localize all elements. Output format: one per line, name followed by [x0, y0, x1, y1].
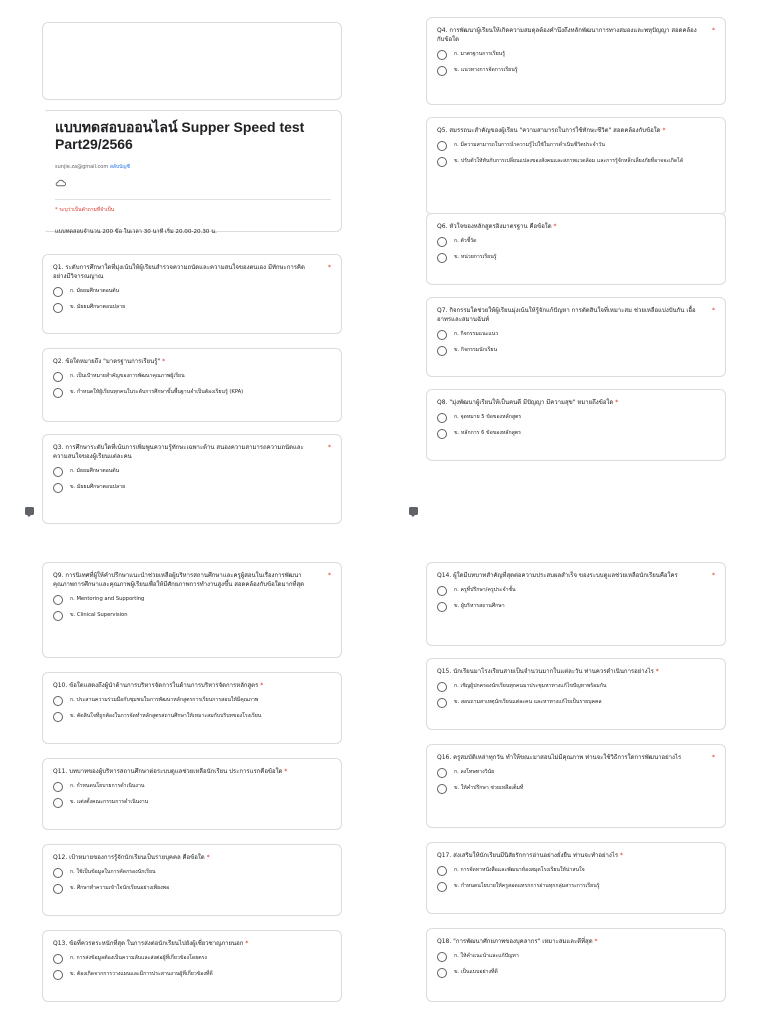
radio-button[interactable]: [437, 429, 447, 439]
cloud-save-icon: [55, 179, 66, 187]
question-title: Q7. กิจกรรมใดช่วยให้ผู้เรียนมุ่งเน้นให้รู้จักแก้ปัญหา การตัดสินใจที่เหมาะสม ช่วยเหลือแบ่งปันกัน เอื้ออาทรและสมานฉันท์ *: [437, 307, 715, 323]
option-label: ก. มัธยมศึกษาตอนต้น: [70, 468, 120, 474]
option-row[interactable]: [53, 468, 331, 477]
account-line: [55, 163, 331, 171]
radio-button[interactable]: [53, 611, 63, 621]
required-note: * ระบุว่าเป็นคำถามที่จำเป็น: [55, 199, 331, 214]
radio-button[interactable]: [53, 467, 63, 477]
radio-button[interactable]: [437, 768, 447, 778]
question-title: Q11. บทบาทของผู้บริหารสถานศึกษาต่อระบบดูแลช่วยเหลือนักเรียน ประการแรกคือข้อใด *: [53, 768, 288, 775]
option-row[interactable]: [53, 304, 331, 313]
option-row[interactable]: [437, 953, 715, 962]
option-row[interactable]: [53, 373, 331, 382]
question-card-q9: [42, 562, 342, 658]
radio-button[interactable]: [437, 784, 447, 794]
option-row[interactable]: [53, 484, 331, 493]
required-star: *: [162, 358, 166, 365]
option-label: ก. การส่งข้อมูลต้องเป็นความลับและส่งต่อผู้ที่เกี่ยวข้องโดยตรง: [70, 955, 207, 961]
radio-button[interactable]: [53, 712, 63, 722]
radio-button[interactable]: [53, 782, 63, 792]
option-label: ข. เป็นแบบอย่างที่ดี: [454, 969, 498, 975]
option-label: ข. กำหนดให้ผู้เรียนทุกคนในระดับการศึกษาขั้นพื้นฐานจำเป็นต้องเรียนรู้ (KPA): [70, 389, 244, 395]
option-row[interactable]: [53, 596, 331, 605]
required-star: *: [328, 572, 331, 579]
option-row[interactable]: [437, 785, 715, 794]
radio-button[interactable]: [53, 372, 63, 382]
question-title: Q12. เป้าหมายของการรู้จักนักเรียนเป็นรายบุคคล คือข้อใด *: [53, 854, 210, 861]
option-label: ก. การจัดหาหนังสือและพัฒนาห้องสมุดโรงเรียนให้น่าสนใจ: [454, 867, 585, 873]
question-title: Q16. ครูสมบัติเหล่าทุกวัน ทำให้ขณะมาสอนไม่มีคุณภาพ ท่านจะใช้วิธีการใดการพัฒนาอย่างไร *: [437, 754, 715, 761]
option-label: ก. ตัวชี้วัด: [454, 238, 477, 244]
radio-button[interactable]: [53, 287, 63, 297]
option-label: ข. ต้องเกิดจากการวางแผนและมีการประสานงานผู้ที่เกี่ยวข้องที่ดี: [70, 971, 213, 977]
option-label: ข. มัธยมศึกษาตอนปลาย: [70, 304, 126, 310]
question-title: Q1. ระดับการศึกษาใดที่มุ่งเน้นให้ผู้เรียนสำรวจความถนัดและความสนใจของตนเอง มีทักษะการคิดอย่างมีวิจารณญาณ *: [53, 264, 331, 280]
radio-button[interactable]: [53, 483, 63, 493]
radio-button[interactable]: [53, 884, 63, 894]
question-title: Q10. ข้อใดแสดงถึงผู้นำด้านการบริหารจัดการในด้านการบริหารจัดการหลักสูตร *: [53, 682, 264, 689]
option-row[interactable]: [53, 612, 331, 621]
feedback-icon[interactable]: [409, 507, 418, 515]
radio-button[interactable]: [53, 696, 63, 706]
option-row[interactable]: [53, 389, 331, 398]
option-label: ข. สอบถามสาเหตุนักเรียนแต่ละคน และหาทางแก้ไขเป็นรายบุคคล: [454, 699, 602, 705]
option-row[interactable]: [437, 414, 715, 423]
question-card-q7: [426, 297, 726, 377]
question-card-q4: [426, 17, 726, 105]
radio-button[interactable]: [437, 346, 447, 356]
option-label: ก. เชิญผู้ปกครองนักเรียนทุกคนมาประชุมหาทางแก้ไขปัญหาพร้อมกัน: [454, 683, 607, 689]
required-star: *: [260, 682, 264, 689]
radio-button[interactable]: [437, 968, 447, 978]
question-title: Q3. การศึกษาระดับใดที่เน้นการเพิ่มพูนความรู้ทักษะเฉพาะด้าน สนองความสามารถความถนัดและความสนใจของผู้เรียนแต่ละคน *: [53, 444, 331, 460]
question-card-q1: [42, 254, 342, 334]
option-row[interactable]: [437, 142, 715, 151]
option-label: ก. มัธยมศึกษาตอนต้น: [70, 288, 120, 294]
option-row[interactable]: [437, 331, 715, 340]
option-label: ข. ผู้บริหารสถานศึกษา: [454, 603, 505, 609]
radio-button[interactable]: [53, 303, 63, 313]
form-description: แบบทดสอบจำนวน 200 ข้อ ในเวลา 30 นาที เริ่ม 20.00-20.30 น.: [55, 229, 217, 235]
option-row[interactable]: [437, 769, 715, 778]
radio-button[interactable]: [437, 952, 447, 962]
question-card-q3: [42, 434, 342, 524]
form-header-card: [42, 110, 342, 235]
header-banner-card: [42, 22, 342, 100]
option-row[interactable]: [437, 699, 715, 708]
feedback-icon[interactable]: [25, 507, 34, 515]
required-star: *: [615, 399, 619, 406]
radio-button[interactable]: [437, 253, 447, 263]
option-row[interactable]: [437, 969, 715, 978]
radio-button[interactable]: [437, 157, 447, 167]
radio-button[interactable]: [437, 682, 447, 692]
radio-button[interactable]: [53, 798, 63, 808]
required-star: *: [245, 940, 249, 947]
option-label: ก. ประสานความร่วมมือกับชุมชนในการพัฒนาหลักสูตรการเรียนการสอนให้มีคุณภาพ: [70, 697, 259, 703]
question-title: Q18. "การพัฒนาศักยภาพของบุคลากร" เหมาะสมและดีที่สุด *: [437, 938, 598, 945]
question-card-q6: [426, 213, 726, 285]
option-label: ก. เป็นเป้าหมายสำคัญของการพัฒนาคุณภาพผู้เรียน: [70, 373, 185, 379]
question-title: Q8. "มุ่งพัฒนาผู้เรียนให้เป็นคนดี มีปัญญา มีความสุข" หมายถึงข้อใด *: [437, 399, 619, 406]
option-row[interactable]: [437, 158, 715, 167]
option-row[interactable]: [53, 869, 331, 878]
question-card-q15: [426, 658, 726, 730]
form-title: แบบทดสอบออนไลน์ Supper Speed test Part29/2566: [55, 119, 305, 152]
radio-button[interactable]: [437, 330, 447, 340]
option-row[interactable]: [437, 254, 715, 263]
option-label: ข. ศึกษาทำความเข้าใจนักเรียนอย่างเพียงพอ: [70, 885, 170, 891]
option-label: ก. จุดหมาย 5 ข้อของหลักสูตร: [454, 414, 522, 420]
radio-button[interactable]: [53, 954, 63, 964]
option-label: ก. มาตรฐานการเรียนรู้: [454, 51, 506, 57]
form-page-4: [426, 562, 726, 1006]
question-title: Q17. ส่งเสริมให้นักเรียนมีนิสัยรักการอ่านอย่างยั่งยืน ท่านจะทำอย่างไร *: [437, 852, 624, 859]
required-star: *: [662, 127, 666, 134]
radio-button[interactable]: [53, 868, 63, 878]
option-row[interactable]: [437, 51, 715, 60]
required-star: *: [712, 27, 715, 34]
option-label: ก. ใช้เป็นข้อมูลในการคัดกรองนักเรียน: [70, 869, 156, 875]
required-star: *: [206, 854, 210, 861]
required-star: *: [712, 307, 715, 314]
option-row[interactable]: [53, 885, 331, 894]
option-row[interactable]: [437, 587, 715, 596]
account-email: sunjie.za@gmail.com: [55, 164, 109, 170]
required-star: *: [655, 668, 659, 675]
option-row[interactable]: [437, 683, 715, 692]
option-label: ข. ปรับตัวให้ทันกับการเปลี่ยนแปลงของสังคมและสภาพแวดล้อม และการรู้จักหลีกเลี่ยงภัยที่อาจจะเกิดได้: [454, 158, 684, 164]
option-label: ก. Mentoring and Supporting: [70, 596, 145, 602]
question-card-q5: [426, 117, 726, 215]
option-row[interactable]: [437, 430, 715, 439]
option-row[interactable]: [437, 883, 715, 892]
switch-account-link[interactable]: สลับบัญชี: [109, 164, 130, 170]
required-star: *: [328, 264, 331, 271]
option-label: ข. มัธยมศึกษาตอนปลาย: [70, 484, 126, 490]
option-row[interactable]: [437, 347, 715, 356]
option-label: ข. ให้คำปรึกษา ช่วยเหลือเต็มที่: [454, 785, 524, 791]
form-page-1: [42, 22, 342, 527]
radio-button[interactable]: [437, 698, 447, 708]
radio-button[interactable]: [53, 595, 63, 605]
option-row[interactable]: [53, 713, 331, 722]
option-row[interactable]: [437, 238, 715, 247]
required-star: *: [284, 768, 288, 775]
option-row[interactable]: [53, 971, 331, 980]
question-card-q11: [42, 758, 342, 830]
question-card-q17: [426, 842, 726, 914]
question-card-q14: [426, 562, 726, 646]
option-row[interactable]: [437, 867, 715, 876]
question-card-q10: [42, 672, 342, 744]
option-label: ข. กิจกรรมนักเรียน: [454, 347, 497, 353]
question-card-q18: [426, 928, 726, 1002]
question-card-q12: [42, 844, 342, 916]
option-label: ก. ครูที่ปรึกษา/ครูประจำชั้น: [454, 587, 516, 593]
option-label: ก. ลงโทษทางวินัย: [454, 769, 495, 775]
question-card-q2: [42, 348, 342, 422]
question-title: Q14. ผู้ใดมีบทบาทสำคัญที่สุดต่อความประสบผลสำเร็จ ของระบบดูแลช่วยเหลือนักเรียนคือใคร *: [437, 572, 715, 579]
radio-button[interactable]: [437, 50, 447, 60]
option-label: ข. แนวทางการจัดการเรียนรู้: [454, 67, 518, 73]
question-card-q16: [426, 744, 726, 828]
option-label: ข. หลักการ 6 ข้อของหลักสูตร: [454, 430, 521, 436]
required-star: *: [712, 572, 715, 579]
question-title: Q9. การนิเทศที่ผู้ให้คำปรึกษาแนะนำช่วยเหลือผู้บริหารสถานศึกษาและครูผู้สอนในเรื่องการพัฒนาคุณภาพการศึกษาและคุณภาพผู้เรียนเพื่อให้มีศักยภาพการทำงานสูงขึ้น สอดคล้องกับข้อใดมากที่สุด *: [53, 572, 331, 588]
option-label: ข. กำหนดนโยบายให้ครูสอดแทรกการอ่านทุกกลุ่มสาระการเรียนรู้: [454, 883, 600, 889]
required-star: *: [594, 938, 598, 945]
question-title: Q6. หัวใจของหลักสูตรอิงมาตรฐาน คือข้อใด *: [437, 223, 557, 230]
radio-button[interactable]: [437, 237, 447, 247]
radio-button[interactable]: [53, 970, 63, 980]
radio-button[interactable]: [437, 586, 447, 596]
required-star: *: [712, 754, 715, 761]
question-title: Q2. ข้อใดหมายถึง "มาตรฐานการเรียนรู้" *: [53, 358, 166, 365]
radio-button[interactable]: [437, 413, 447, 423]
required-star: *: [553, 223, 557, 230]
form-page-3: [42, 562, 342, 1006]
option-label: ข. แต่งตั้งคณะกรรมการดำเนินงาน: [70, 799, 149, 805]
question-card-q13: [42, 930, 342, 1002]
question-card-q8: [426, 389, 726, 461]
option-label: ก. กิจกรรมแนะแนว: [454, 331, 499, 337]
option-row[interactable]: [53, 697, 331, 706]
form-page-2: [426, 17, 726, 467]
option-row[interactable]: [53, 288, 331, 297]
radio-button[interactable]: [437, 866, 447, 876]
radio-button[interactable]: [437, 882, 447, 892]
required-star: *: [620, 852, 624, 859]
option-label: ก. มีความสามารถในการนำความรู้ไปใช้ในการดำเนินชีวิตประจำวัน: [454, 142, 605, 148]
radio-button[interactable]: [437, 141, 447, 151]
option-label: ก. กำหนดนโยบายการดำเนินงาน: [70, 783, 145, 789]
radio-button[interactable]: [437, 66, 447, 76]
option-label: ข. ตัดสินใจที่ถูกต้องในการจัดทำหลักสูตรสถานศึกษาให้เหมาะสมกับบริบทของโรงเรียน: [70, 713, 262, 719]
question-title: Q5. สมรรถนะสำคัญของผู้เรียน "ความสามารถในการใช้ทักษะชีวิต" สอดคล้องกับข้อใด *: [437, 127, 666, 134]
question-title: Q15. นักเรียนมาโรงเรียนสายเป็นจำนวนมากในแต่ละวัน ท่านควรดำเนินการอย่างไร *: [437, 668, 659, 675]
option-label: ก. ให้คำแนะนำและแก้ปัญหา: [454, 953, 519, 959]
radio-button[interactable]: [437, 602, 447, 612]
option-row[interactable]: [53, 955, 331, 964]
required-star: *: [328, 444, 331, 451]
radio-button[interactable]: [53, 388, 63, 398]
option-label: ข. หน่วยการเรียนรู้: [454, 254, 497, 260]
option-row[interactable]: [437, 67, 715, 76]
option-label: ข. Clinical Supervision: [70, 612, 128, 618]
option-row[interactable]: [53, 783, 331, 792]
question-title: Q4. การพัฒนาผู้เรียนให้เกิดความสมดุลต้องคำนึงถึงหลักพัฒนาการทางสมองและพหุปัญญา สอดคล้องกับข้อใด *: [437, 27, 715, 43]
option-row[interactable]: [437, 603, 715, 612]
question-title: Q13. ข้อที่ควรตระหนักที่สุด ในการส่งต่อนักเรียนไปยังผู้เชี่ยวชาญภายนอก *: [53, 940, 249, 947]
option-row[interactable]: [53, 799, 331, 808]
